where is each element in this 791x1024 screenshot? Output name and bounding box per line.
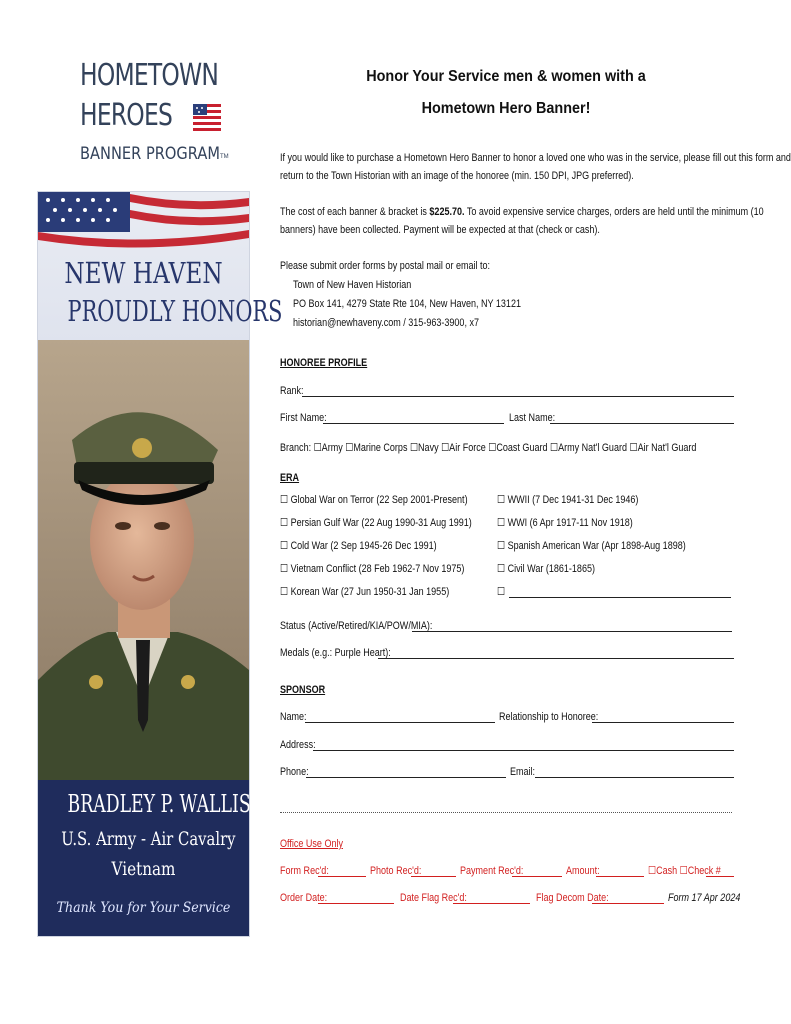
banner-header [38, 192, 283, 342]
relationship-label: Relationship to Honoree: [499, 711, 599, 723]
email-label: Email: [510, 766, 536, 778]
payment-method-checkboxes[interactable]: ☐Cash ☐Check # [648, 865, 721, 877]
phone-field[interactable] [306, 777, 506, 778]
first-name-label: First Name: [280, 412, 327, 424]
form-version: Form 17 Apr 2024 [668, 892, 741, 904]
era-option-vietnam[interactable]: ☐ Vietnam Conflict (28 Feb 1962-7 Nov 1975) [280, 563, 465, 575]
date-flag-recd-label: Date Flag Rec'd: [400, 892, 467, 904]
photo-recd-label: Photo Rec'd: [370, 865, 422, 877]
era-option-cold-war[interactable]: ☐ Cold War (2 Sep 1945-26 Dec 1991) [280, 540, 437, 552]
flag-wave-graphic [38, 192, 249, 254]
cost-text: The cost of each banner & bracket is [280, 206, 430, 218]
status-field[interactable] [412, 631, 732, 632]
flag-decom-date-field[interactable] [592, 903, 664, 904]
cost-paragraph-line1 [280, 206, 764, 219]
form-recd-label: Form Rec'd: [280, 865, 329, 877]
page-title-line1: Honor Your Service men & women with a [366, 68, 646, 85]
sample-hero-banner [38, 192, 283, 936]
amount-label: Amount: [566, 865, 600, 877]
flag-decom-date-label: Flag Decom Date: [536, 892, 609, 904]
section-divider [280, 812, 732, 813]
logo-text-banner-program: BANNER PROGRAM [80, 144, 220, 164]
phone-label: Phone: [280, 766, 309, 778]
photo-recd-field[interactable] [411, 876, 456, 877]
form-recd-field[interactable] [318, 876, 366, 877]
intro-paragraph-line2: return to the Town Historian with an image of the honoree (min. 150 DPI, JPG preferred). [280, 170, 634, 182]
first-name-field[interactable] [323, 423, 504, 424]
intro-paragraph-line1: If you would like to purchase a Hometown Hero Banner to honor a loved one who was in the service, please fill out this form and [280, 152, 791, 164]
medals-label: Medals (e.g.: Purple Heart): [280, 647, 391, 659]
contact-email-phone[interactable]: historian@newhaveny.com / 315-963-3900, x7 [293, 317, 479, 329]
logo-text-heroes: HEROES [80, 98, 173, 133]
era-option-wwii[interactable]: ☐ WWII (7 Dec 1941-31 Dec 1946) [497, 494, 639, 506]
address-field[interactable] [313, 750, 734, 751]
era-option-persian-gulf[interactable]: ☐ Persian Gulf War (22 Aug 1990-31 Aug 1991) [280, 517, 472, 529]
status-label: Status (Active/Retired/KIA/POW/MIA): [280, 620, 433, 632]
honoree-portrait [38, 340, 249, 780]
era-option-spanish-american[interactable]: ☐ Spanish American War (Apr 1898-Aug 1898) [497, 540, 686, 552]
payment-recd-field[interactable] [512, 876, 562, 877]
amount-field[interactable] [596, 876, 644, 877]
banner-title-line2: PROUDLY HONORS [67, 294, 283, 328]
banner-honoree-name: BRADLEY P. WALLIS [67, 790, 251, 818]
relationship-field[interactable] [592, 722, 734, 723]
era-option-other-checkbox[interactable]: ☐ [497, 586, 506, 598]
era-option-civil-war[interactable]: ☐ Civil War (1861-1865) [497, 563, 595, 575]
banner-price: $225.70. [429, 206, 465, 218]
sponsor-name-label: Name: [280, 711, 307, 723]
flag-icon [193, 100, 221, 136]
era-option-korean-war[interactable]: ☐ Korean War (27 Jun 1950-31 Jan 1955) [280, 586, 450, 598]
cost-paragraph-line2: banners) have been collected. Payment will be expected at that (check or cash). [280, 224, 600, 236]
last-name-field[interactable] [550, 423, 734, 424]
check-number-field[interactable] [706, 876, 734, 877]
office-use-heading: Office Use Only [280, 838, 343, 850]
submit-instructions: Please submit order forms by postal mail or email to: [280, 260, 491, 272]
era-option-wwi[interactable]: ☐ WWI (6 Apr 1917-11 Nov 1918) [497, 517, 633, 529]
email-field[interactable] [535, 777, 734, 778]
banner-title-line1: NEW HAVEN [64, 256, 223, 290]
logo-trademark: TM [220, 154, 229, 160]
mailing-recipient: Town of New Haven Historian [293, 279, 412, 291]
banner-honoree-branch: U.S. Army - Air Cavalry [61, 828, 236, 850]
last-name-label: Last Name: [509, 412, 556, 424]
banner-thank-you: Thank You for Your Service [56, 900, 231, 916]
era-other-field[interactable] [509, 597, 731, 598]
logo-text-hometown: HOMETOWN [80, 58, 219, 93]
banner-honoree-conflict: Vietnam [111, 858, 176, 880]
rank-field[interactable] [302, 396, 734, 397]
cost-text-continued: To avoid expensive service charges, orders are held until the minimum (10 [464, 206, 764, 218]
era-option-gwot[interactable]: ☐ Global War on Terror (22 Sep 2001-Present) [280, 494, 468, 506]
sponsor-name-field[interactable] [305, 722, 495, 723]
order-date-field[interactable] [318, 903, 394, 904]
payment-recd-label: Payment Rec'd: [460, 865, 524, 877]
address-label: Address: [280, 739, 316, 751]
era-heading: ERA [280, 472, 300, 484]
rank-label: Rank: [280, 385, 304, 397]
hometown-heroes-logo [80, 58, 240, 170]
order-date-label: Order Date: [280, 892, 328, 904]
medals-field[interactable] [378, 658, 734, 659]
sponsor-heading: SPONSOR [280, 684, 326, 696]
mailing-address: PO Box 141, 4279 State Rte 104, New Haven, NY 13121 [293, 298, 521, 310]
honoree-profile-heading: HONOREE PROFILE [280, 357, 368, 369]
branch-checkboxes[interactable]: Branch: ☐Army ☐Marine Corps ☐Navy ☐Air Force ☐Coast Guard ☐Army Nat'l Guard ☐Air Nat'l Guard [280, 442, 697, 454]
date-flag-recd-field[interactable] [453, 903, 530, 904]
page-title-line2: Hometown Hero Banner! [421, 100, 591, 117]
